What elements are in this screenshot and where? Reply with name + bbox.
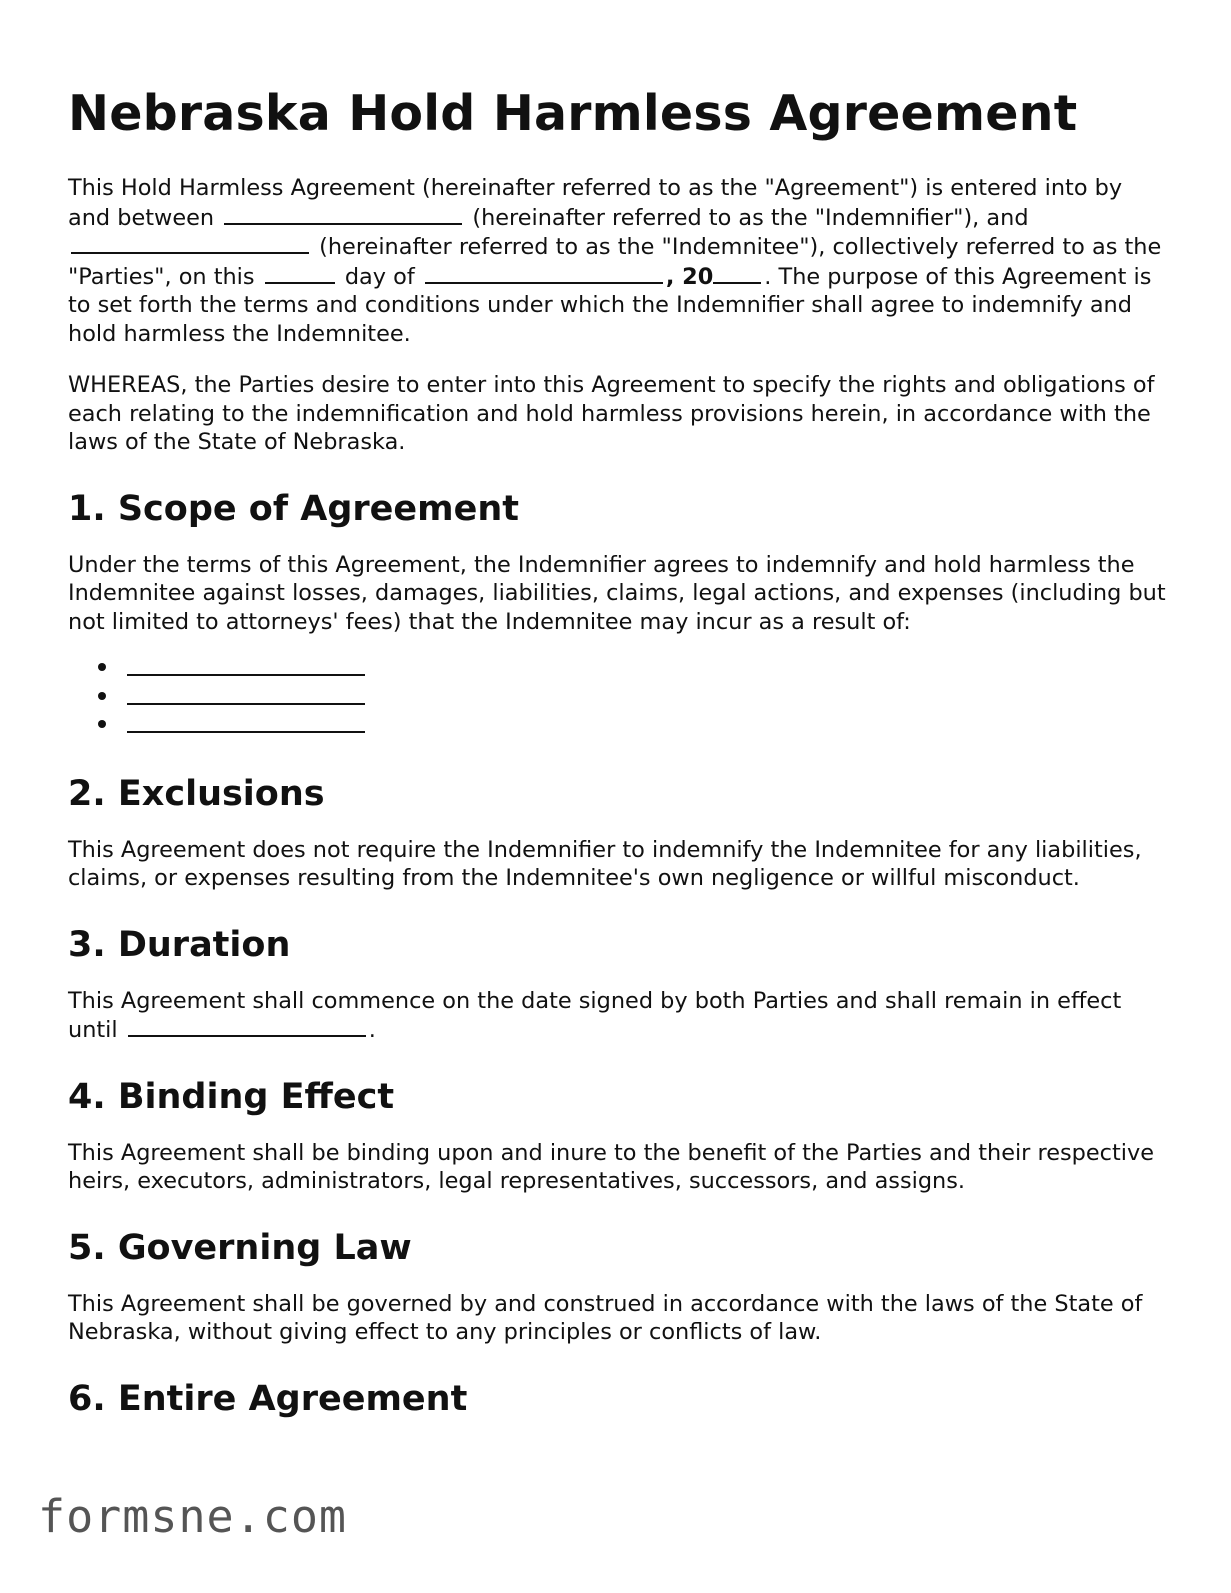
intro-text-2: (hereinafter referred to as the "Indemnifier"), and <box>472 204 1029 231</box>
indemnitee-name-blank[interactable] <box>71 232 309 254</box>
section-5-heading: 5. Governing Law <box>68 1227 412 1268</box>
year-blank[interactable] <box>713 262 761 284</box>
section-4-body: This Agreement shall be binding upon and inure to the benefit of the Parties and their respective heirs, executors, administrators, legal representatives, successors, and assigns. <box>68 1139 1154 1194</box>
end-date-blank[interactable] <box>128 1015 366 1037</box>
section-5-body: This Agreement shall be governed by and construed in accordance with the laws of the State of Nebraska, without giving effect to any principles or conflicts of law. <box>68 1290 1143 1345</box>
section-6-heading: 6. Entire Agreement <box>68 1378 468 1419</box>
section-3-text: This Agreement shall commence on the date signed by both Parties and shall remain in effect until <box>68 987 1122 1043</box>
section-3-end: . <box>368 1017 376 1043</box>
document-title: Nebraska Hold Harmless Agreement <box>68 85 1078 142</box>
list-item <box>98 709 1168 738</box>
section-3-heading: 3. Duration <box>68 924 291 965</box>
document-page <box>68 82 1168 1441</box>
section-4-heading: 4. Binding Effect <box>68 1076 395 1117</box>
scope-list <box>68 652 1168 738</box>
section-3-body <box>68 987 1168 1045</box>
bullet-icon <box>98 692 106 700</box>
indemnifier-name-blank[interactable] <box>224 203 462 225</box>
section-2-heading: 2. Exclusions <box>68 773 325 814</box>
intro-text-6: . The purpose of this Agreement is to set forth the terms and conditions under which the Indemnifier shall agree to indemnify and hold harmless the Indemnitee. <box>68 263 1152 347</box>
intro-text-3: (hereinafter referred to as the "Indemnitee"), collectively referred to as the "Parties", on this <box>68 234 1162 290</box>
watermark-logo: formsne.com <box>38 1490 348 1543</box>
section-1-body: Under the terms of this Agreement, the Indemnifier agrees to indemnify and hold harmless the Indemnitee against losses, damages, liabilities, claims, legal actions, and expenses (including but not limited to attorneys' fees) that the Indemnitee may incur as a result of: <box>68 551 1166 635</box>
day-blank[interactable] <box>265 262 335 284</box>
bullet-icon <box>98 720 106 728</box>
intro-paragraph <box>68 174 1168 348</box>
intro-text-1: This Hold Harmless Agreement (hereinafter referred to as the "Agreement") is entered into by and between <box>68 175 1123 231</box>
scope-item-blank-1[interactable] <box>127 654 365 676</box>
section-1-heading: 1. Scope of Agreement <box>68 488 520 529</box>
year-prefix: , 20 <box>665 263 714 290</box>
scope-item-blank-3[interactable] <box>127 711 365 733</box>
list-item <box>98 681 1168 710</box>
whereas-paragraph: WHEREAS, the Parties desire to enter into this Agreement to specify the rights and obligations of each relating to the indemnification and hold harmless provisions herein, in accordance with the laws of the State of Nebraska. <box>68 372 1155 455</box>
list-item <box>98 652 1168 681</box>
bullet-icon <box>98 663 106 671</box>
scope-item-blank-2[interactable] <box>127 683 365 705</box>
month-blank[interactable] <box>425 262 663 284</box>
section-2-body: This Agreement does not require the Indemnifier to indemnify the Indemnitee for any liabilities, claims, or expenses resulting from the Indemnitee's own negligence or willful misconduct. <box>68 836 1142 891</box>
intro-text-4: day of <box>344 263 415 290</box>
